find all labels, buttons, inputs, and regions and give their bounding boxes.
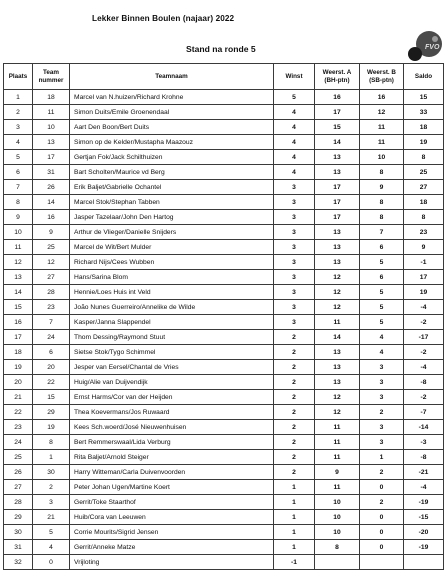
cell-winst: 3 [274,240,315,255]
cell-winst: 5 [274,90,315,105]
cell-weerst-b: 5 [360,300,404,315]
cell-weerst-a: 11 [315,420,360,435]
table-row [4,360,444,375]
cell-weerst-a: 13 [315,255,360,270]
cell-weerst-b: 3 [360,435,404,450]
cell-weerst-a: 13 [315,345,360,360]
cell-weerst-b: 3 [360,420,404,435]
cell-plaats: 13 [4,270,33,285]
cell-plaats: 19 [4,360,33,375]
cell-plaats: 32 [4,555,33,570]
cell-plaats: 3 [4,120,33,135]
cell-plaats: 10 [4,225,33,240]
cell-saldo: -17 [404,330,444,345]
cell-teamnaam: Erik Baljet/Gabrielle Ochantel [70,180,274,195]
cell-saldo: -15 [404,510,444,525]
cell-team-nummer: 26 [33,180,70,195]
table-row [4,435,444,450]
cell-plaats: 8 [4,195,33,210]
cell-saldo: -19 [404,495,444,510]
table-row [4,555,444,570]
cell-weerst-a: 12 [315,300,360,315]
cell-teamnaam: Harry Witteman/Carla Duivenvoorden [70,465,274,480]
cell-teamnaam: Simon Duits/Emile Groenendaal [70,105,274,120]
cell-teamnaam: Simon op de Kelder/Mustapha Maazouz [70,135,274,150]
cell-team-nummer: 10 [33,120,70,135]
cell-teamnaam: Hans/Sarina Blom [70,270,274,285]
cell-plaats: 15 [4,300,33,315]
cell-weerst-b: 10 [360,150,404,165]
cell-teamnaam: Bert Remmerswaal/Lida Verburg [70,435,274,450]
cell-winst: 4 [274,150,315,165]
table-row [4,390,444,405]
header-weerst-a: Weerst. A (BH-ptn) [315,64,360,90]
cell-weerst-a: 15 [315,120,360,135]
cell-winst: 2 [274,450,315,465]
cell-plaats: 28 [4,495,33,510]
cell-winst: 1 [274,510,315,525]
cell-plaats: 27 [4,480,33,495]
cell-teamnaam: Richard Nijs/Cees Wubben [70,255,274,270]
cell-teamnaam: Hennie/Loes Huis int Veld [70,285,274,300]
table-row [4,255,444,270]
cell-team-nummer: 23 [33,300,70,315]
cell-team-nummer: 7 [33,315,70,330]
cell-team-nummer: 2 [33,480,70,495]
cell-saldo: 18 [404,195,444,210]
cell-plaats: 20 [4,375,33,390]
cell-team-nummer: 30 [33,465,70,480]
cell-weerst-b: 4 [360,345,404,360]
document-subtitle: Stand na ronde 5 [186,44,256,54]
cell-saldo: 19 [404,135,444,150]
cell-team-nummer: 13 [33,135,70,150]
cell-winst: 3 [274,255,315,270]
cell-weerst-b: 2 [360,405,404,420]
cell-weerst-a: 13 [315,150,360,165]
cell-team-nummer: 3 [33,495,70,510]
cell-plaats: 22 [4,405,33,420]
cell-winst: 3 [274,195,315,210]
cell-teamnaam: Gerrit/Toke Staarthof [70,495,274,510]
cell-winst: 2 [274,360,315,375]
cell-winst: -1 [274,555,315,570]
cell-team-nummer: 31 [33,165,70,180]
cell-teamnaam: Sietse Stok/Tygo Schimmel [70,345,274,360]
cell-teamnaam: Gerrit/Anneke Matze [70,540,274,555]
cell-weerst-a: 14 [315,330,360,345]
cell-winst: 2 [274,390,315,405]
cell-weerst-a: 17 [315,195,360,210]
cell-saldo: -4 [404,360,444,375]
cell-weerst-b: 0 [360,525,404,540]
cell-weerst-b: 8 [360,195,404,210]
cell-teamnaam: João Nunes Guerreiro/Annelike de Wilde [70,300,274,315]
cell-weerst-b [360,555,404,570]
cell-weerst-b: 0 [360,540,404,555]
cell-team-nummer: 19 [33,420,70,435]
cell-teamnaam: Marcel van N.huizen/Richard Krohne [70,90,274,105]
cell-teamnaam: Corrie Mourits/Sigrid Jensen [70,525,274,540]
table-row [4,300,444,315]
cell-winst: 3 [274,300,315,315]
cell-saldo: 9 [404,240,444,255]
cell-saldo: 33 [404,105,444,120]
table-row [4,465,444,480]
cell-winst: 3 [274,270,315,285]
cell-saldo: -19 [404,540,444,555]
cell-team-nummer: 25 [33,240,70,255]
cell-saldo: -1 [404,255,444,270]
cell-saldo: -8 [404,375,444,390]
cell-weerst-a: 13 [315,240,360,255]
cell-team-nummer: 5 [33,525,70,540]
cell-weerst-b: 12 [360,105,404,120]
cell-saldo: 8 [404,150,444,165]
cell-weerst-b: 9 [360,180,404,195]
cell-plaats: 7 [4,180,33,195]
cell-winst: 4 [274,120,315,135]
table-row [4,180,444,195]
cell-weerst-b: 0 [360,480,404,495]
cell-weerst-a: 13 [315,225,360,240]
cell-winst: 2 [274,405,315,420]
table-row [4,135,444,150]
cell-weerst-b: 6 [360,270,404,285]
cell-winst: 2 [274,330,315,345]
table-row [4,90,444,105]
cell-weerst-a: 11 [315,450,360,465]
cell-winst: 4 [274,135,315,150]
cell-winst: 4 [274,165,315,180]
cell-winst: 3 [274,225,315,240]
cell-weerst-b: 5 [360,315,404,330]
cell-weerst-b: 8 [360,165,404,180]
table-row [4,120,444,135]
cell-plaats: 24 [4,435,33,450]
cell-weerst-b: 4 [360,330,404,345]
cell-weerst-a: 9 [315,465,360,480]
cell-team-nummer: 6 [33,345,70,360]
cell-team-nummer: 15 [33,390,70,405]
cell-weerst-a: 17 [315,180,360,195]
cell-team-nummer: 21 [33,510,70,525]
cell-plaats: 6 [4,165,33,180]
table-row [4,240,444,255]
cell-weerst-b: 3 [360,390,404,405]
table-row [4,345,444,360]
cell-saldo: 19 [404,285,444,300]
cell-plaats: 29 [4,510,33,525]
cell-weerst-a: 12 [315,285,360,300]
cell-plaats: 31 [4,540,33,555]
cell-weerst-a: 11 [315,435,360,450]
cell-teamnaam: Bart Scholten/Maurice vd Berg [70,165,274,180]
cell-teamnaam: Ernst Harms/Cor van der Heijden [70,390,274,405]
cell-winst: 2 [274,435,315,450]
table-row [4,375,444,390]
cell-saldo: 27 [404,180,444,195]
cell-winst: 3 [274,285,315,300]
document-title: Lekker Binnen Boulen (najaar) 2022 [92,14,235,23]
header-team-nummer: Team nummer [33,64,70,90]
cell-team-nummer: 0 [33,555,70,570]
cell-plaats: 4 [4,135,33,150]
header-winst: Winst [274,64,315,90]
cell-weerst-a: 12 [315,270,360,285]
cell-team-nummer: 20 [33,360,70,375]
table-row [4,510,444,525]
cell-plaats: 17 [4,330,33,345]
cell-saldo: 25 [404,165,444,180]
table-row [4,165,444,180]
cell-plaats: 9 [4,210,33,225]
cell-teamnaam: Kasper/Janna Slappendel [70,315,274,330]
cell-weerst-b: 5 [360,285,404,300]
cell-teamnaam: Jasper Tazelaar/John Den Hartog [70,210,274,225]
cell-team-nummer: 8 [33,435,70,450]
cell-teamnaam: Jesper van Eersel/Chantal de Vries [70,360,274,375]
table-row [4,105,444,120]
cell-team-nummer: 14 [33,195,70,210]
cell-teamnaam: Aart Den Boon/Bert Duits [70,120,274,135]
cell-weerst-b: 11 [360,135,404,150]
cell-weerst-a: 8 [315,540,360,555]
cell-saldo: 8 [404,210,444,225]
standings-table [3,63,444,570]
cell-saldo: 15 [404,90,444,105]
cell-teamnaam: Thea Koevermans/Jos Ruwaard [70,405,274,420]
cell-teamnaam: Arthur de Vlieger/Danielle Snijders [70,225,274,240]
cell-teamnaam: Kees Sch.woerd/José Nieuwenhuisen [70,420,274,435]
cell-plaats: 30 [4,525,33,540]
header-plaats: Plaats [4,64,33,90]
cell-winst: 1 [274,480,315,495]
cell-winst: 2 [274,420,315,435]
cell-winst: 2 [274,465,315,480]
table-row [4,330,444,345]
cell-teamnaam: Marcel de Wit/Bert Mulder [70,240,274,255]
cell-weerst-b: 11 [360,120,404,135]
cell-plaats: 12 [4,255,33,270]
club-logo-icon [405,30,443,64]
cell-saldo: -8 [404,450,444,465]
cell-winst: 3 [274,315,315,330]
table-row [4,480,444,495]
table-row [4,540,444,555]
header-weerst-b: Weerst. B (SB-ptn) [360,64,404,90]
table-header-row [4,64,444,90]
cell-teamnaam: Gertjan Fok/Jack Schilthuizen [70,150,274,165]
cell-winst: 4 [274,105,315,120]
cell-weerst-a: 10 [315,525,360,540]
cell-weerst-b: 1 [360,450,404,465]
cell-plaats: 2 [4,105,33,120]
cell-saldo: -20 [404,525,444,540]
table-row [4,495,444,510]
cell-weerst-a: 11 [315,315,360,330]
cell-saldo: -21 [404,465,444,480]
cell-saldo: 17 [404,270,444,285]
cell-saldo: -2 [404,345,444,360]
cell-saldo [404,555,444,570]
cell-winst: 2 [274,375,315,390]
cell-weerst-a: 16 [315,90,360,105]
table-row [4,420,444,435]
cell-weerst-a [315,555,360,570]
cell-weerst-b: 2 [360,495,404,510]
cell-teamnaam: Huib/Cora van Leeuwen [70,510,274,525]
cell-team-nummer: 22 [33,375,70,390]
cell-winst: 1 [274,525,315,540]
table-row [4,405,444,420]
logo-text: FVO [425,44,440,51]
cell-weerst-a: 14 [315,135,360,150]
cell-team-nummer: 12 [33,255,70,270]
table-row [4,450,444,465]
cell-team-nummer: 1 [33,450,70,465]
cell-winst: 2 [274,345,315,360]
table-row [4,225,444,240]
cell-saldo: -4 [404,300,444,315]
cell-plaats: 14 [4,285,33,300]
cell-weerst-b: 3 [360,375,404,390]
table-row [4,270,444,285]
cell-plaats: 16 [4,315,33,330]
cell-weerst-b: 2 [360,465,404,480]
cell-plaats: 1 [4,90,33,105]
cell-plaats: 5 [4,150,33,165]
cell-teamnaam: Thom Dessing/Raymond Stuut [70,330,274,345]
cell-team-nummer: 4 [33,540,70,555]
header-teamnaam: Teamnaam [70,64,274,90]
cell-teamnaam: Vrijloting [70,555,274,570]
cell-plaats: 11 [4,240,33,255]
cell-team-nummer: 11 [33,105,70,120]
table-row [4,150,444,165]
cell-weerst-b: 8 [360,210,404,225]
cell-teamnaam: Rita Baljet/Arnold Steiger [70,450,274,465]
cell-weerst-b: 0 [360,510,404,525]
cell-teamnaam: Huig/Alie van Duijvendijk [70,375,274,390]
cell-saldo: -7 [404,405,444,420]
table-row [4,210,444,225]
cell-team-nummer: 18 [33,90,70,105]
cell-team-nummer: 16 [33,210,70,225]
cell-weerst-a: 13 [315,375,360,390]
table-row [4,195,444,210]
cell-winst: 3 [274,180,315,195]
cell-weerst-a: 11 [315,480,360,495]
cell-saldo: -4 [404,480,444,495]
cell-saldo: 18 [404,120,444,135]
cell-weerst-b: 16 [360,90,404,105]
cell-plaats: 25 [4,450,33,465]
cell-weerst-a: 12 [315,405,360,420]
cell-weerst-b: 5 [360,255,404,270]
cell-saldo: -3 [404,435,444,450]
cell-weerst-b: 6 [360,240,404,255]
cell-winst: 3 [274,210,315,225]
cell-team-nummer: 17 [33,150,70,165]
table-row [4,315,444,330]
cell-weerst-a: 13 [315,165,360,180]
cell-winst: 1 [274,495,315,510]
cell-plaats: 18 [4,345,33,360]
cell-saldo: -14 [404,420,444,435]
cell-weerst-a: 13 [315,360,360,375]
cell-plaats: 26 [4,465,33,480]
table-row [4,285,444,300]
cell-team-nummer: 28 [33,285,70,300]
cell-saldo: -2 [404,390,444,405]
cell-weerst-a: 17 [315,105,360,120]
cell-teamnaam: Marcel Stok/Stephan Tabben [70,195,274,210]
table-row [4,525,444,540]
cell-plaats: 21 [4,390,33,405]
cell-saldo: -2 [404,315,444,330]
header-saldo: Saldo [404,64,444,90]
cell-weerst-a: 12 [315,390,360,405]
cell-weerst-a: 10 [315,510,360,525]
cell-team-nummer: 29 [33,405,70,420]
cell-team-nummer: 9 [33,225,70,240]
cell-plaats: 23 [4,420,33,435]
cell-winst: 1 [274,540,315,555]
cell-team-nummer: 24 [33,330,70,345]
cell-saldo: 23 [404,225,444,240]
cell-teamnaam: Peter Johan Ugen/Martine Koert [70,480,274,495]
cell-weerst-a: 17 [315,210,360,225]
cell-weerst-a: 10 [315,495,360,510]
cell-team-nummer: 27 [33,270,70,285]
cell-weerst-b: 7 [360,225,404,240]
cell-weerst-b: 3 [360,360,404,375]
